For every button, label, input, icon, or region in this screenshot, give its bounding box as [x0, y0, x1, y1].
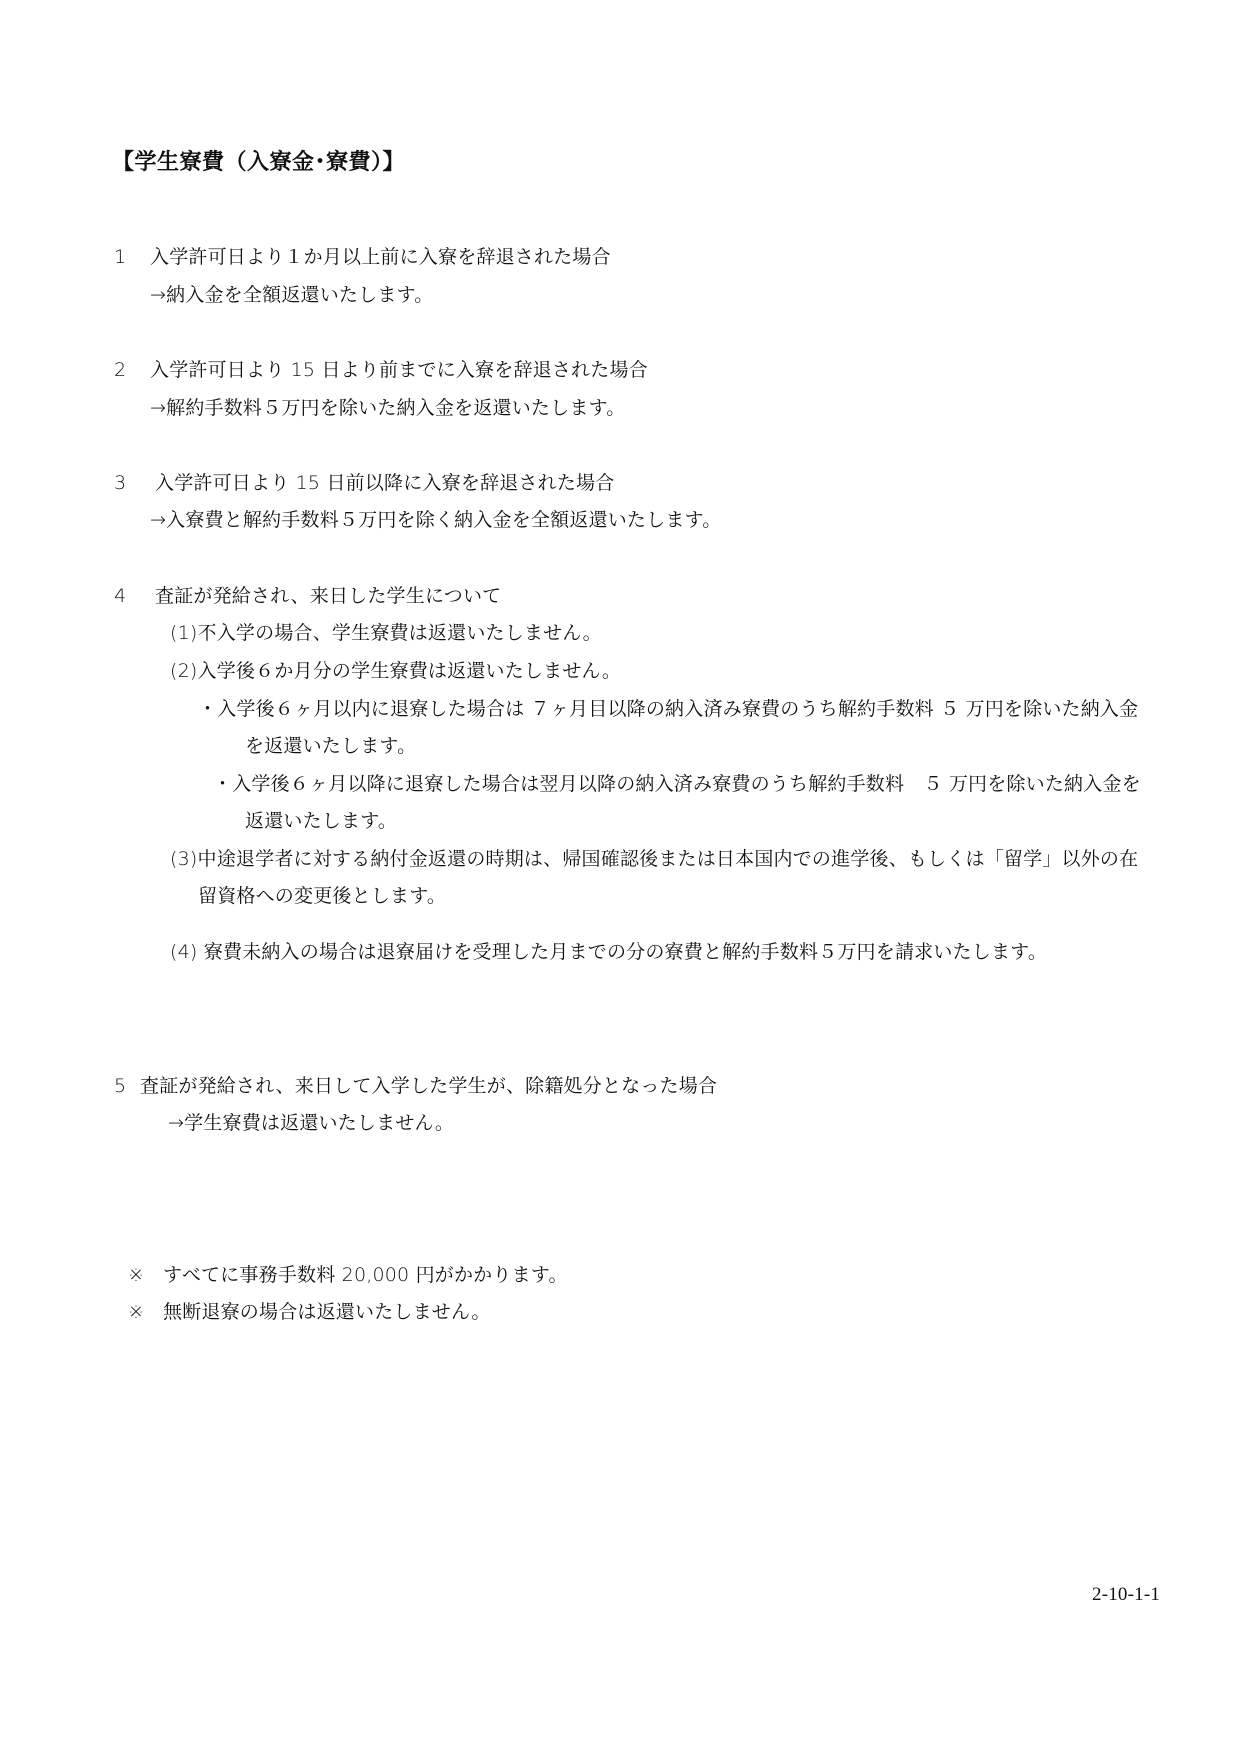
section-4-bullet-2-cont: 返還いたします。 — [245, 810, 398, 832]
section-3-result: →入寮費と解約手数料５万円を除く納入金を全額返還いたします。 — [150, 509, 722, 531]
section-4-item-3: (3)中途退学者に対する納付金返還の時期は、帰国確認後または日本国内での進学後、もしくは「留学」以外の在 — [170, 848, 1139, 870]
section-1-number: 1 — [114, 246, 127, 268]
note-1-mark: ※ — [128, 1264, 145, 1286]
section-2-heading: 入学許可日より 15 日より前までに入寮を辞退された場合 — [150, 359, 648, 381]
section-5-result: →学生寮費は返還いたしません。 — [168, 1112, 455, 1134]
section-4-bullet-2: ・入学後６ヶ月以降に退寮した場合は翌月以降の納入済み寮費のうち解約手数料 ５ 万円を除いた納入金を — [213, 773, 1141, 795]
section-4-bullet-1: ・入学後６ヶ月以内に退寮した場合は ７ヶ月目以降の納入済み寮費のうち解約手数料 ５ 万円を除いた納入金 — [198, 698, 1139, 720]
page-title: 【学生寮費（入寮金･寮費）】 — [112, 150, 406, 175]
section-5-number: 5 — [114, 1075, 127, 1097]
section-2-number: 2 — [114, 359, 127, 381]
note-2-text: 無断退寮の場合は返還いたしません。 — [163, 1301, 491, 1323]
note-2-mark: ※ — [128, 1301, 145, 1323]
section-4-item-4: (4) 寮費未納入の場合は退寮届けを受理した月までの分の寮費と解約手数料５万円を請求いたします。 — [170, 941, 1048, 963]
section-4-bullet-1-cont: を返還いたします。 — [245, 735, 417, 757]
section-4-number: 4 — [114, 585, 127, 607]
section-4-item-2: (2)入学後６か月分の学生寮費は返還いたしません。 — [170, 660, 622, 682]
section-3-heading: 入学許可日より 15 日前以降に入寮を辞退された場合 — [155, 472, 615, 494]
section-3-number: 3 — [114, 472, 127, 494]
section-4-item-1: (1)不入学の場合、学生寮費は返還いたしません。 — [170, 622, 602, 644]
page-number: 2-10-1-1 — [1092, 1584, 1161, 1605]
section-4-item-3-cont: 留資格への変更後とします。 — [198, 885, 447, 907]
section-4-heading: 査証が発給され、来日した学生について — [155, 585, 502, 607]
section-2-result: →解約手数料５万円を除いた納入金を返還いたします。 — [150, 397, 626, 419]
section-1-heading: 入学許可日より１か月以上前に入寮を辞退された場合 — [150, 246, 611, 268]
section-1-result: →納入金を全額返還いたします。 — [150, 284, 434, 306]
note-1-text: すべてに事務手数料 20,000 円がかかります。 — [163, 1264, 568, 1286]
section-5-heading: 査証が発給され、来日して入学した学生が、除籍処分となった場合 — [140, 1075, 718, 1097]
